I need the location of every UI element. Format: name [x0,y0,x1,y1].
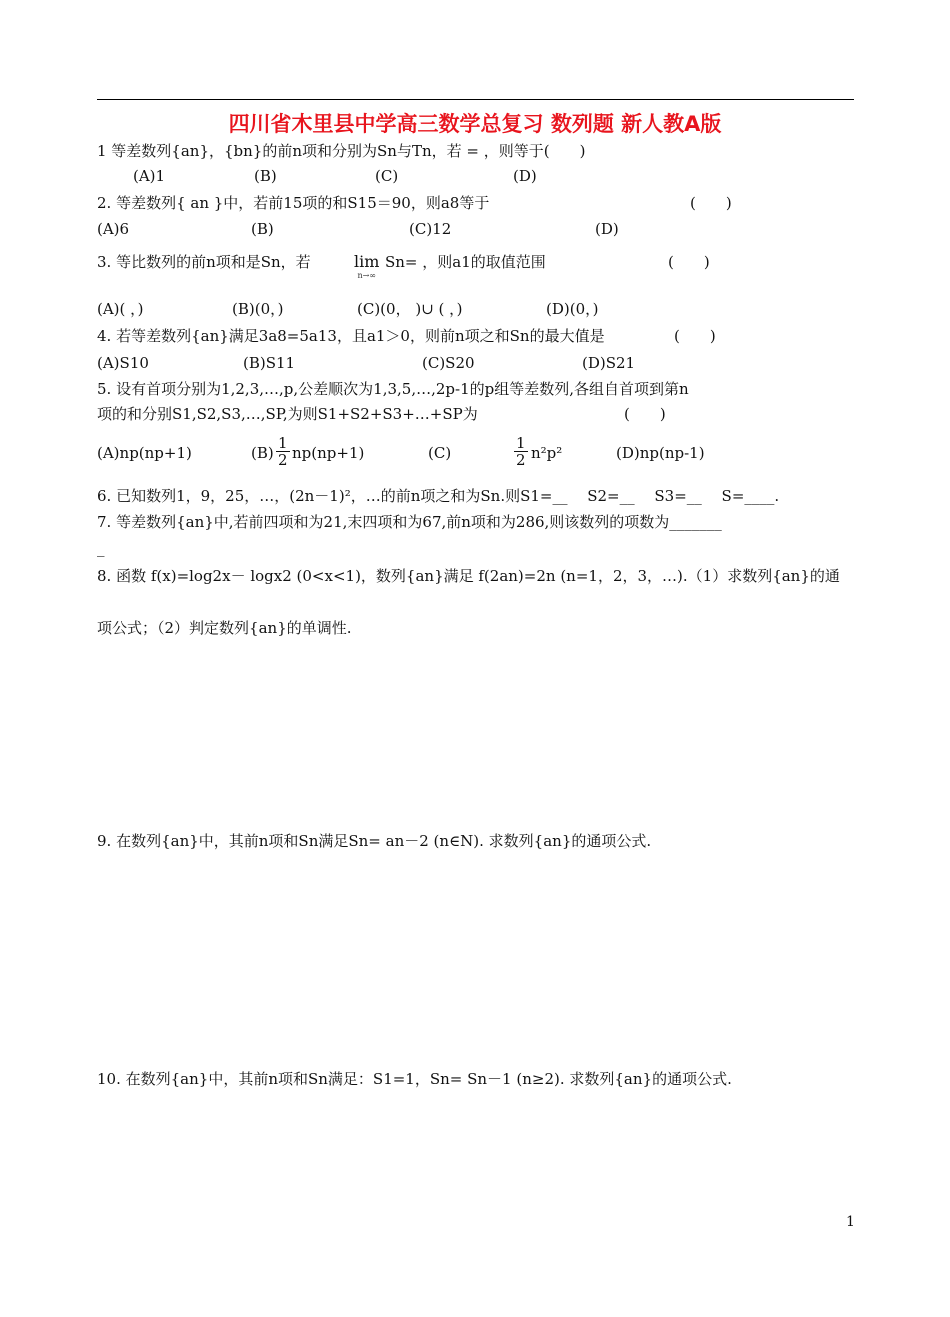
question-2-answer-paren: ( ) [690,194,732,212]
question-5-option-c-label: (C) [428,444,452,462]
question-7-stem: 7. 等差数列{an}中,若前四项和为21,末四项和为67,前n项和为286,则该数列的项数为_______ [97,513,722,531]
question-6-stem: 6. 已知数列1，9，25，…，(2n－1)²，…的前n项之和为Sn.则S1=__ S2=__ S3=__ S=____. [97,487,780,505]
fraction-denominator: 2 [278,451,288,469]
question-5-option-c-text: n²p² [531,444,563,462]
question-3-option-b: (B)(0，) [232,300,284,318]
question-8-stem-line-1: 8. 函数 f(x)=log2x－ logx2 (0<x<1)，数列{an}满足 f(2an)=2n (n=1，2，3，…).（1）求数列{an}的通 [97,567,840,585]
question-2-option-c: (C)12 [409,220,452,238]
question-5-option-c-fraction [514,435,528,468]
page-title: 四川省木里县中学高三数学总复习 数列题 新人教A版 [228,112,722,136]
question-1-option-b: (B) [254,167,277,185]
question-1-stem: 1 等差数列{an}，{bn}的前n项和分别为Sn与Tn，若 = ，则等于( ) [97,142,586,160]
question-8-stem-line-2: 项公式；（2）判定数列{an}的单调性. [97,619,352,637]
question-5-option-b-fraction [276,435,290,468]
question-4-option-b: (B)S11 [243,354,296,372]
fraction-numerator: 1 [278,434,288,452]
limit-subscript: n→∞ [357,271,376,280]
limit-expression [354,253,379,281]
question-7-continuation: _ [97,539,105,557]
question-9-stem: 9. 在数列{an}中，其前n项和Sn满足Sn= an－2 (n∈N). 求数列{an}的通项公式. [97,832,652,850]
question-2-option-b: (B) [251,220,274,238]
question-3-option-a: (A)( ，) [97,300,144,318]
question-4-option-a: (A)S10 [97,354,149,372]
question-3-option-d: (D)(0，) [546,300,599,318]
question-5-stem-line-2: 项的和分别S1,S2,S3,…,SP,为则S1+S2+S3+…+SP为 [97,405,478,423]
header-rule [97,99,854,100]
question-4-option-c: (C)S20 [422,354,475,372]
question-1-option-c: (C) [375,167,399,185]
question-5-option-b-label: (B) [251,444,274,462]
question-5-option-a: (A)np(np+1) [97,444,192,462]
question-1-option-d: (D) [513,167,537,185]
question-3-answer-paren: ( ) [668,253,710,271]
question-2-option-a: (A)6 [97,220,130,238]
question-4-option-d: (D)S21 [582,354,636,372]
limit-word: lim [354,252,380,271]
question-2-option-d: (D) [595,220,619,238]
question-1-option-a: (A)1 [133,167,166,185]
question-4-answer-paren: ( ) [674,327,716,345]
question-2-stem: 2. 等差数列{ an }中，若前15项的和S15＝90，则a8等于 [97,194,490,212]
fraction-numerator: 1 [516,434,526,452]
question-3-stem-before: 3. 等比数列的前n项和是Sn，若 [97,253,311,271]
question-3-stem-after: Sn= ，则a1的取值范围 [385,253,546,271]
fraction-denominator: 2 [516,451,526,469]
question-5-stem-line-1: 5. 设有首项分别为1,2,3,…,p,公差顺次为1,3,5,…,2p-1的p组等差数列,各组自首项到第n [97,380,689,398]
question-5-option-b-text: np(np+1) [292,444,365,462]
question-10-stem: 10. 在数列{an}中，其前n项和Sn满足：S1=1，Sn= Sn－1 (n≥2). 求数列{an}的通项公式. [97,1070,732,1088]
page-number: 1 [846,1214,855,1230]
question-4-stem: 4. 若等差数列{an}满足3a8=5a13，且a1＞0，则前n项之和Sn的最大值是 [97,327,605,345]
question-3-option-c: (C)(0， )∪ ( ，) [357,300,463,318]
question-5-answer-paren: ( ) [624,405,666,423]
question-5-option-d: (D)np(np-1) [616,444,705,462]
